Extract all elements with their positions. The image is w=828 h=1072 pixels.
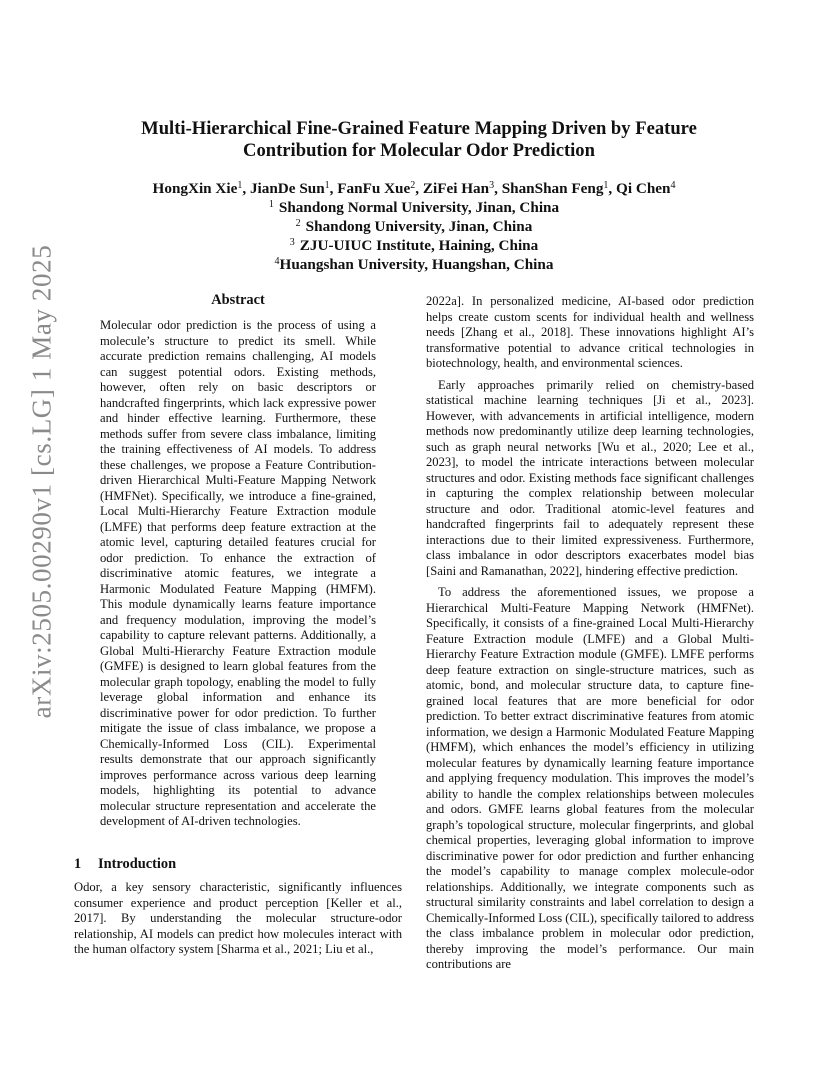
section-number: 1	[74, 856, 82, 872]
affiliation-number: 2	[295, 218, 301, 229]
affiliation-number: 4	[274, 256, 280, 267]
affiliation-text: ZJU-UIUC Institute, Haining, China	[299, 237, 539, 254]
intro-left-column	[74, 880, 402, 958]
author-name: Qi Chen	[616, 180, 671, 197]
section-title: Introduction	[98, 856, 177, 872]
affiliation-text: Shandong University, Jinan, China	[305, 218, 533, 235]
title-line-2: Contribution for Molecular Odor Prediction	[243, 140, 595, 161]
affiliation-line	[120, 252, 708, 274]
arxiv-identifier-stamp	[26, 244, 58, 718]
affiliation-number: 3	[289, 237, 295, 248]
author-name: FanFu Xue	[337, 180, 411, 197]
author-name: ShanShan Feng	[501, 180, 604, 197]
title-line-1: Multi-Hierarchical Fine-Grained Feature Mapping Driven by Feature	[141, 118, 697, 139]
author-affiliation-mark: 2	[410, 180, 416, 191]
section-heading-introduction	[74, 856, 176, 873]
intro-right-column	[426, 294, 754, 979]
intro-paragraph-3: To address the aforementioned issues, we propose a Hierarchical Multi-Feature Mapping Network (HMFNet). Specifically, it consists of a fine-grained Local Multi-Hierarchy Feature Extraction module (LMFE) and a Global Multi-Hierarchy Feature Extraction module (GMFE). LMFE performs deep feature extraction on single-structure matrices, such as atomic, bond, and molecular structure data, to capture fine-grained local features that are more beneficial for odor prediction. To better extract discriminative features from atomic information, we design a Harmonic Modulated Feature Mapping (HMFM), which enhances the model’s efficiency in utilizing molecular features by dynamically learning feature importance and applying frequency modulation. This improves the model’s ability to handle the complex relationships between molecules and odors. GMFE learns global features from the molecular graph’s topological structure, molecular fingerprints, and global chemical properties, leveraging global information to improve discriminative power for odor prediction and further enhancing the model’s capability to manage complex molecule-odor relationships. Additionally, we integrate components such as structural similarity constraints and label correlation to design a Chemically-Informed Loss (CIL), specifically tailored to address the class imbalance problem in molecular odor prediction, thereby improving the model’s performance. Our main contributions are	[426, 585, 754, 971]
author-affiliation-mark: 1	[237, 180, 243, 191]
arxiv-id-text: arXiv:2505.00290v1 [cs.LG] 1 May 2025	[26, 244, 57, 718]
author-affiliation-mark: 3	[489, 180, 495, 191]
author-affiliation-mark: 1	[324, 180, 330, 191]
intro-paragraph-2: Early approaches primarily relied on chemistry-based statistical machine learning techniques [Ji et al., 2023]. However, with advancements in artificial intelligence, modern methods now predominantly utilize deep learning technologies, such as graph neural networks [Wu et al., 2020; Lee et al., 2023], to model the intricate interactions between molecular structures and odor. Existing methods face significant challenges in capturing the complex relationship between molecular structure and odor. Traditional atomic-level features and handcrafted fingerprints fail to adequately represent these interactions due to their limited expressiveness. Furthermore, class imbalance in odor descriptors exacerbates model bias [Saini and Ramanathan, 2022], hindering effective prediction.	[426, 377, 754, 578]
author-affiliation-mark: 1	[603, 180, 609, 191]
author-list: HongXin Xie$^1$, JianDe Sun$^1$, FanFu Xue$^2$, ZiFei Han$^3$, ShanShan Feng$^1$, Qi Chen$^4$	[152, 180, 676, 197]
author-affiliation-mark: 4	[670, 180, 676, 191]
affiliation-number: 1	[268, 199, 274, 210]
affiliation-text: Shandong Normal University, Jinan, China	[278, 199, 560, 216]
author-name: ZiFei Han	[422, 180, 490, 197]
paper-title	[90, 118, 748, 162]
abstract-body: Molecular odor prediction is the process of using a molecule’s structure to predict its smell. While accurate prediction remains challenging, AI models can suggest potential odors. Existing methods, however, often rely on basic descriptors or handcrafted fingerprints, which lack expressive power and hinder effective learning. Furthermore, these methods suffer from severe class imbalance, limiting the training effectiveness of AI models. To address these challenges, we propose a Feature Contribution-driven Hierarchical Multi-Feature Mapping Network (HMFNet). Specifically, we introduce a fine-grained, Local Multi-Hierarchy Feature Extraction module (LMFE) that performs deep feature extraction at the atomic level, capturing detailed features crucial for odor prediction. To enhance the extraction of discriminative atomic features, we integrate a Harmonic Modulated Feature Mapping (HMFM). This module dynamically learns feature importance and frequency modulation, improving the model’s capability to capture relevant patterns. Additionally, a Global Multi-Hierarchy Feature Extraction module (GMFE) is designed to learn global features from the molecular graph topology, enabling the model to fully leverage global information and enhance its discriminative power for odor prediction. To further mitigate the issue of class imbalance, we propose a Chemically-Informed Loss (CIL). Experimental results demonstrate that our approach significantly improves performance across various deep learning models, highlighting its potential to advance molecular structure representation and accelerate the development of AI-driven technologies.	[100, 318, 376, 828]
intro-paragraph-continued: 2022a]. In personalized medicine, AI-based odor prediction helps create custom scents for individual health and wellness needs [Zhang et al., 2018]. These innovations highlight AI’s transformative potential to advance critical technologies in biotechnology, health, and environmental sciences.	[426, 294, 754, 370]
author-name: JianDe Sun	[249, 180, 325, 197]
affiliation-text: Huangshan University, Huangshan, China	[279, 256, 554, 273]
author-name: HongXin Xie	[152, 180, 238, 197]
abstract-heading: Abstract	[211, 292, 265, 308]
intro-paragraph-1: Odor, a key sensory characteristic, significantly influences consumer experience and product perception [Keller et al., 2017]. By understanding the molecular structure-odor relationship, AI models can predict how molecules interact with the human olfactory system [Sharma et al., 2021; Liu et al.,	[74, 880, 402, 956]
